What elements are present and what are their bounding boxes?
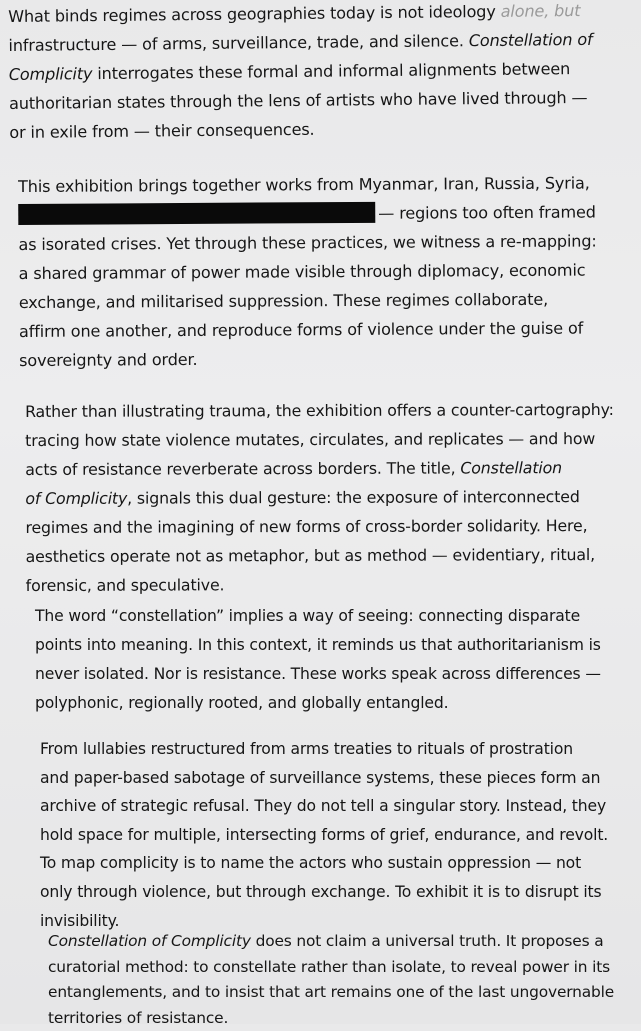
exhibition-title-italic: Complicity — [8, 64, 93, 84]
text-line — [25, 453, 614, 484]
text-line — [18, 197, 596, 230]
exhibition-title-italic: Constellation of — [468, 29, 593, 51]
text-line: points into meaning. In this context, it reminds us that authoritarianism is — [35, 636, 601, 654]
text-line — [25, 482, 614, 513]
text-line: forensic, and speculative. — [25, 575, 225, 595]
paragraph-1 — [8, 0, 594, 147]
line-text: interrogates these formal and informal alignments between — [92, 59, 571, 84]
text-line: affirm one another, and reproduce forms of violence under the guise of — [18, 318, 584, 341]
paragraph-6 — [48, 929, 614, 1031]
text-line: polyphonic, regionally rooted, and globally entangled. — [35, 694, 449, 712]
text-line: authoritarian states through the lens of artists who have lived through — — [8, 87, 588, 113]
text-line: invisibility. — [40, 911, 120, 930]
line-text: What binds regimes across geographies today is not ideology — [8, 1, 496, 26]
text-line: This exhibition brings together works from Myanmar, Iran, Russia, Syria, — [18, 173, 590, 196]
exhibition-title-italic: Constellation — [460, 458, 563, 478]
text-line: never isolated. Nor is resistance. These works speak across differences — — [35, 665, 601, 683]
text-line: hold space for multiple, intersecting forms of grief, endurance, and revolt. — [40, 825, 609, 844]
text-line: Rather than illustrating trauma, the exhibition offers a counter-cartography: — [25, 399, 614, 421]
text-line: sovereignty and order. — [19, 349, 198, 370]
line-text: acts of resistance reverberate across borders. The title, — [25, 458, 461, 479]
paragraph-4 — [35, 602, 601, 718]
paragraph-5 — [40, 735, 608, 935]
text-line — [48, 929, 614, 955]
text-line: The word “constellation” implies a way of seeing: connecting disparate — [35, 607, 581, 625]
paragraph-3 — [25, 395, 614, 600]
text-line: only through violence, but through exchange. To exhibit it is to disrupt its — [40, 882, 602, 901]
line-text: , signals this dual gesture: the exposure of interconnected — [127, 487, 580, 508]
text-line: and paper-based sabotage of surveillance systems, these pieces form an — [40, 768, 601, 787]
line-text: infrastructure — of arms, surveillance, trade, and silence. — [8, 31, 469, 55]
text-line: archive of strategic refusal. They do not tell a singular story. Instead, they — [40, 797, 607, 816]
text-line: aesthetics operate not as metaphor, but as method — evidentiary, ritual, — [25, 545, 596, 566]
text-line: curatorial method: to constellate rather than isolate, to reveal power in its — [48, 957, 610, 976]
line-text: — regions too often framed — [378, 202, 596, 223]
text-line: From lullabies restructured from arms treaties to rituals of prostration — [40, 740, 573, 758]
redaction-bar — [18, 202, 375, 225]
text-line: To map complicity is to name the actors who sustain oppression — not — [40, 854, 582, 873]
text-line: tracing how state violence mutates, circulates, and replicates — and how — [25, 429, 596, 450]
text-line: or in exile from — their consequences. — [9, 119, 315, 142]
faded-text: alone, but — [500, 1, 581, 21]
text-line: entanglements, and to insist that art remains one of the last ungovernable — [48, 983, 615, 1002]
text-line: as isorated crises. Yet through these practices, we witness a re-mapping: — [18, 231, 597, 254]
exhibition-title-italic: Constellation of Complicity — [48, 932, 251, 950]
line-text: does not claim a universal truth. It proposes a — [250, 932, 604, 950]
paragraph-2 — [18, 168, 597, 375]
text-line: regimes and the imagining of new forms of cross-border solidarity. Here, — [25, 516, 588, 537]
text-line: a shared grammar of power made visible through diplomacy, economic — [18, 260, 586, 283]
text-line: exchange, and militarised suppression. These regimes collaborate, — [18, 289, 549, 312]
text-line: territories of resistance. — [48, 1008, 229, 1027]
exhibition-title-italic: of Complicity — [25, 488, 128, 508]
